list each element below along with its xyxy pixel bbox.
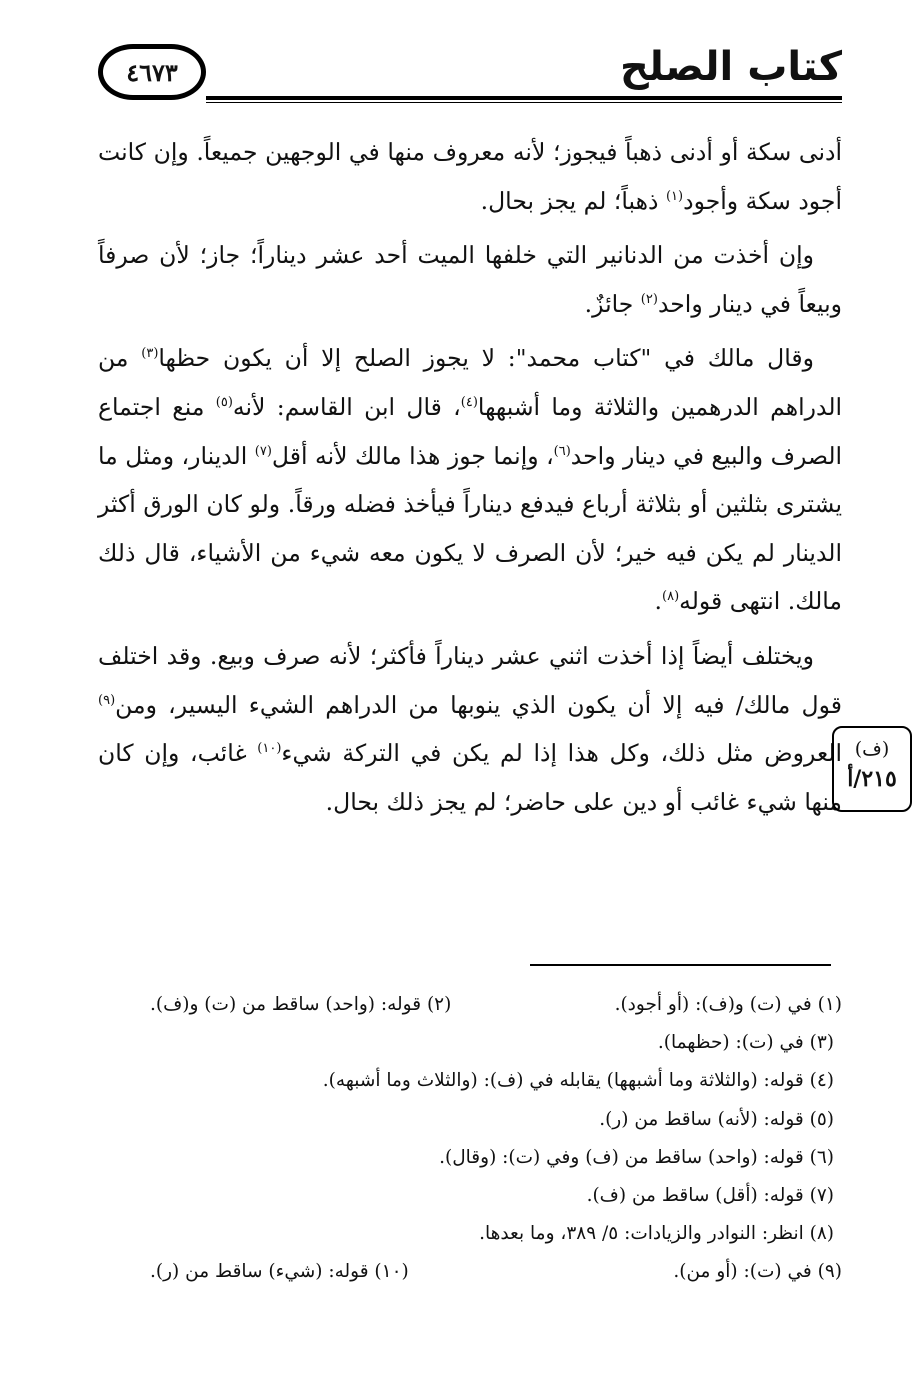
footnote-marker: (٥) xyxy=(215,395,233,411)
paragraph xyxy=(98,334,842,626)
text-segment: وإن أخذت من الدنانير التي خلفها الميت أحد عشر ديناراً؛ جاز؛ لأن صرفاً وبيعاً في دينار واحد xyxy=(98,241,842,318)
text-segment: ، وإنما جوز هذا مالك لأنه أقل xyxy=(271,441,554,470)
margin-manuscript-reference xyxy=(832,726,912,812)
footnote-row xyxy=(98,1062,842,1100)
footnote: (٧) قوله: (أقل) ساقط من (ف). xyxy=(586,1185,834,1207)
footnote: (٩) في (ت): (أو من). xyxy=(673,1261,842,1283)
text-segment: العروض مثل ذلك، وكل هذا إذا لم يكن في التركة شيء xyxy=(281,739,842,768)
footnote: (٤) قوله: (والثلاثة وما أشبهها) يقابله في (ف): (والثلاث وما أشبهه). xyxy=(322,1070,834,1092)
footnote: (١) في (ت) و(ف): (أو أجود). xyxy=(614,994,842,1015)
footnote-marker: (٦) xyxy=(553,443,571,459)
footnote: (٥) قوله: (لأنه) ساقط من (ر). xyxy=(599,1108,834,1130)
text-segment: غائب، وإن كان منها شيء غائب أو دين على حاضر؛ لم يجز ذلك بحال. xyxy=(98,739,842,816)
text-segment: وقال مالك في "كتاب محمد": لا يجوز الصلح إلا أن يكون حظها xyxy=(158,344,814,373)
header-rule-thin xyxy=(206,102,842,103)
footnote: (٦) قوله: (واحد) ساقط من (ف) وفي (ت): (وقال). xyxy=(439,1146,834,1168)
footnotes xyxy=(98,986,842,1292)
footnote-separator xyxy=(530,964,831,966)
footnote-marker: (٩) xyxy=(98,692,116,708)
main-text xyxy=(98,128,842,826)
page-header xyxy=(0,0,920,110)
footnote-row xyxy=(98,986,842,1024)
text-segment: الدينار، ومثل ما يشترى بثلثين أو بثلاثة أرباع فيدفع ديناراً فيأخذ فضله ورقاً. ولو كان الورق أكثر الدينار لم يكن فيه خير؛ لأن الصرف لا يكون معه شيء من الأشياء، قال ذلك مالك. انتهى قوله xyxy=(98,441,842,616)
footnote-marker: (١) xyxy=(665,188,684,204)
footnote: (٣) في (ت): (حظهما). xyxy=(657,1032,834,1054)
footnote-row xyxy=(98,1024,842,1062)
footnote-marker: (١٠) xyxy=(257,741,282,757)
footnote: (١٠) قوله: (شيء) ساقط من (ر). xyxy=(150,1261,409,1283)
text-segment: ، قال ابن القاسم: لأنه xyxy=(232,392,461,421)
page-number-frame xyxy=(98,44,206,100)
footnote: (٢) قوله: (واحد) ساقط من (ت) و(ف). xyxy=(150,994,452,1015)
footnote-marker: (٤) xyxy=(460,395,478,411)
footnote: (٨) انظر: النوادر والزيادات: ٥/ ٣٨٩، وما بعدها. xyxy=(479,1223,834,1245)
text-segment: من الدراهم الدرهمين والثلاثة وما أشبهها xyxy=(98,344,843,421)
margin-source-label: (ف) xyxy=(854,738,890,760)
book-title: كتاب الصلح xyxy=(619,44,842,90)
footnote-row xyxy=(98,1177,842,1215)
text-segment: أدنى سكة أو أدنى ذهباً فيجوز؛ لأنه معروف منها في الوجهين جميعاً. وإن كانت أجود سكة وأجود xyxy=(98,138,842,215)
footnote-row xyxy=(98,1139,842,1177)
text-segment: ذهباً؛ لم يجز بحال. xyxy=(480,186,666,215)
paragraph xyxy=(98,231,842,328)
margin-folio-ref: ٢١٥/أ xyxy=(847,766,897,792)
footnote-row xyxy=(98,1215,842,1253)
footnote-marker: (٣) xyxy=(141,346,159,362)
header-rule xyxy=(206,96,842,100)
text-segment: منع اجتماع الصرف والبيع في دينار واحد xyxy=(98,392,843,470)
text-segment: . xyxy=(654,587,663,616)
footnote-row xyxy=(98,1101,842,1139)
text-segment: جائزٌ. xyxy=(584,289,641,318)
footnote-marker: (٢) xyxy=(640,291,658,307)
footnote-marker: (٧) xyxy=(254,443,272,459)
paragraph xyxy=(98,632,842,826)
paragraph xyxy=(98,128,842,225)
page-number: ٤٦٧٣ xyxy=(126,57,178,87)
text-segment: ويختلف أيضاً إذا أخذت اثني عشر ديناراً فأكثر؛ لأنه صرف وبيع. وقد اختلف قول مالك/ فيه إلا أن يكون الذي ينوبها من الدراهم الشيء اليسير، ومن xyxy=(98,641,842,719)
footnote-marker: (٨) xyxy=(662,589,680,605)
footnote-row xyxy=(98,1253,842,1291)
